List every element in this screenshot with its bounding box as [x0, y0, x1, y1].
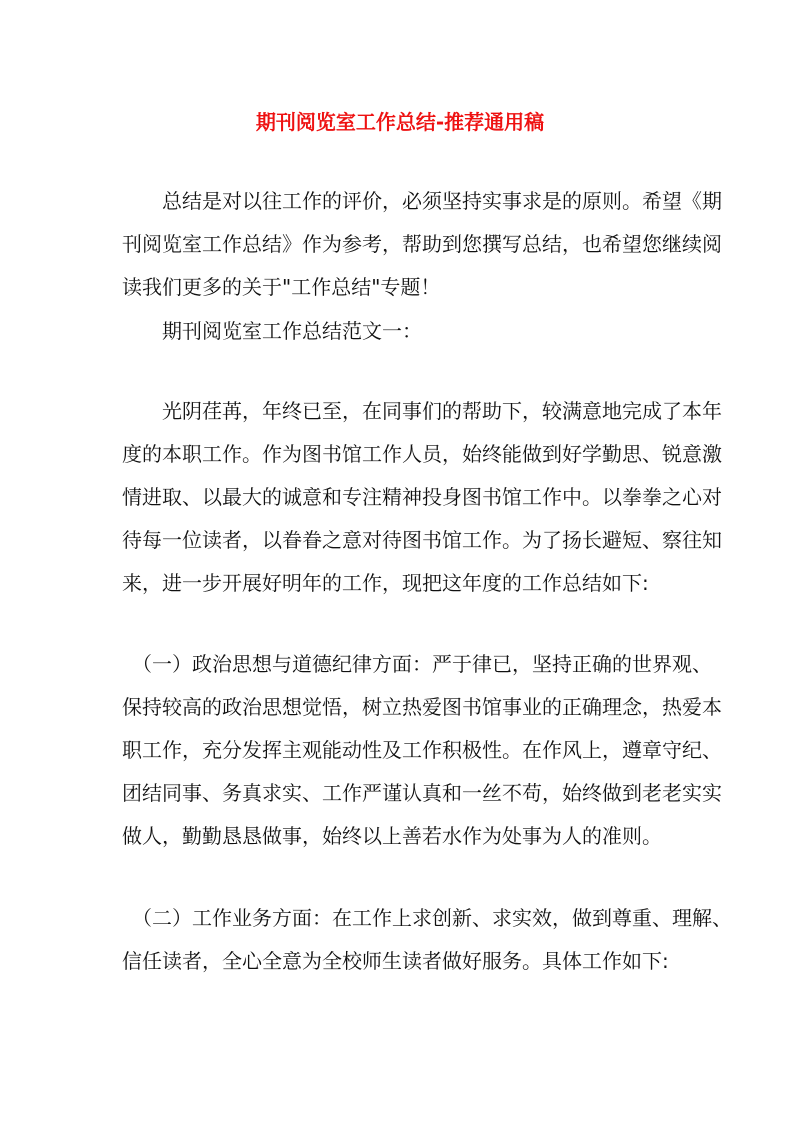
body-line: 做人，勤勤恳恳做事，始终以上善若水作为处事为人的准则。 — [122, 824, 662, 848]
body-line: 来，进一步开展好明年的工作，现把这年度的工作总结如下: — [122, 571, 649, 595]
body-line: 度的本职工作。作为图书馆工作人员，始终能做到好学勤思、锐意激 — [122, 442, 722, 466]
body-line: 待每一位读者，以眷眷之意对待图书馆工作。为了扬长避短、察往知 — [122, 528, 722, 552]
document-title: 期刊阅览室工作总结-推荐通用稿 — [255, 110, 545, 134]
body-line: 光阴荏苒，年终已至，在同事们的帮助下，较满意地完成了本年 — [122, 399, 722, 423]
body-line: 总结是对以往工作的评价，必须坚持实事求是的原则。希望《期 — [122, 189, 722, 213]
body-line: 期刊阅览室工作总结范文一： — [122, 319, 422, 343]
body-line: 保持较高的政治思想觉悟，树立热爱图书馆事业的正确理念，热爱本 — [122, 695, 722, 719]
body-line: （一）政治思想与道德纪律方面：严于律已，坚持正确的世界观、 — [122, 652, 712, 676]
body-line: （二）工作业务方面：在工作上求创新、求实效，做到尊重、理解、 — [122, 906, 732, 930]
body-line: 信任读者，全心全意为全校师生读者做好服务。具体工作如下: — [122, 949, 669, 973]
body-line: 职工作，充分发挥主观能动性及工作积极性。在作风上，遵章守纪、 — [122, 738, 722, 762]
body-line: 情进取、以最大的诚意和专注精神投身图书馆工作中。以拳拳之心对 — [122, 485, 722, 509]
body-line: 读我们更多的关于"工作总结"专题！ — [122, 275, 441, 299]
body-line: 团结同事、务真求实、工作严谨认真和一丝不苟，始终做到老老实实 — [122, 781, 722, 805]
body-line: 刊阅览室工作总结》作为参考，帮助到您撰写总结，也希望您继续阅 — [122, 232, 722, 256]
